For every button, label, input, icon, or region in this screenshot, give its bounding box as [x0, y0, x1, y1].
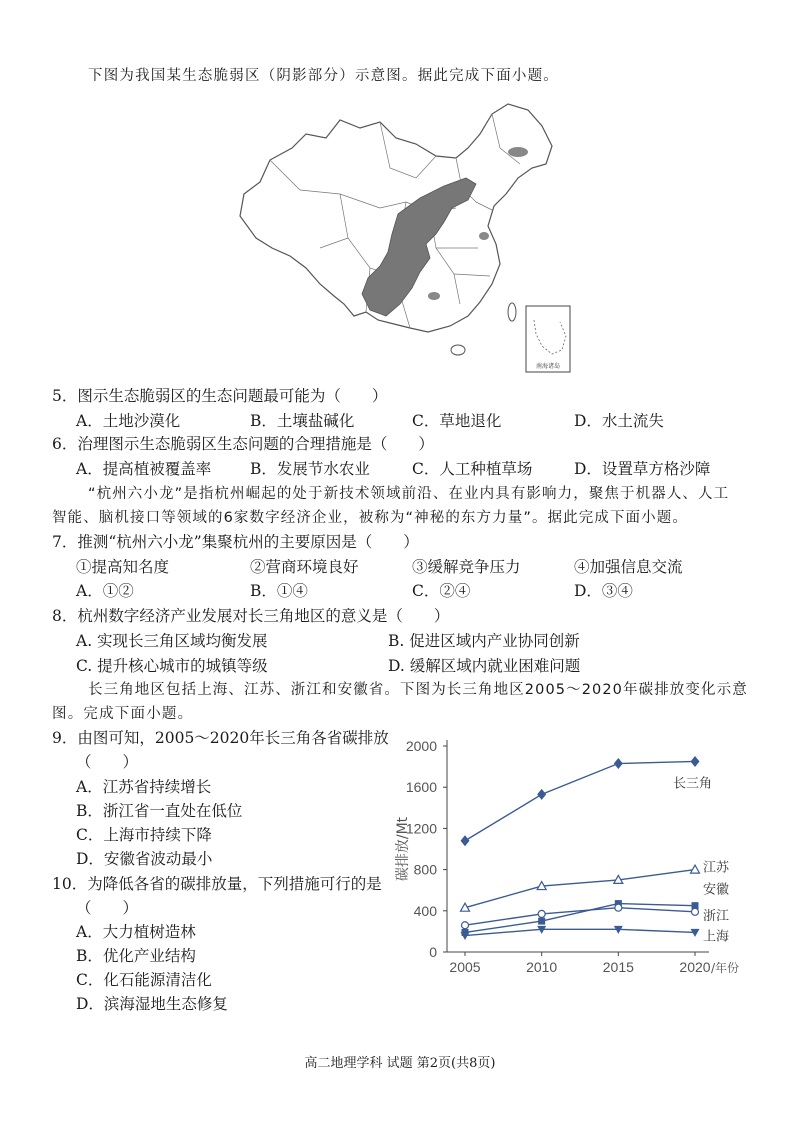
q7-option-d: D．③④ [574, 582, 633, 600]
data-point [691, 756, 700, 767]
china-map-svg [230, 98, 575, 376]
q7-option-b: B．①④ [250, 582, 308, 600]
fragile-zone-patch [479, 232, 489, 240]
carbon-emission-chart-svg [395, 730, 785, 980]
data-point [614, 758, 623, 769]
q6-option-a: A．提高植被覆盖率 [76, 460, 212, 478]
q7-option-a: A．①② [76, 582, 134, 600]
q9-stem-line-2: （ ） [76, 753, 139, 771]
intro-paragraph-3-line-2: 图。完成下面小题。 [52, 706, 194, 722]
q8-option-b: B. 促进区域内产业协同创新 [388, 632, 580, 650]
series-line [465, 904, 695, 933]
q6-option-d: D．设置草方格沙障 [574, 460, 711, 478]
x-tick-label: 2010 [526, 959, 558, 975]
carbon-emission-chart [395, 730, 785, 980]
y-tick-label: 1200 [405, 820, 437, 837]
q10-stem-line-2: （ ） [76, 899, 139, 917]
y-axis-label: 碳排放/Mt [395, 816, 411, 882]
series-label: 长三角 [673, 776, 713, 792]
y-tick-label: 1600 [405, 779, 437, 796]
q10-stem-line-1: 10．为降低各省的碳排放量，下列措施可行的是 [52, 875, 382, 893]
q6-stem: 6．治理图示生态脆弱区生态问题的合理措施是（ ） [52, 435, 434, 453]
q10-option-d: D．滨海湿地生态修复 [76, 995, 228, 1013]
data-point [615, 904, 622, 911]
q5-option-a: A．土地沙漠化 [76, 412, 181, 430]
q7-stem: 7．推测“杭州六小龙”集聚杭州的主要原因是（ ） [52, 533, 419, 551]
y-tick-label: 2000 [405, 738, 437, 754]
data-point [538, 910, 545, 917]
series-label: 浙江 [703, 908, 730, 924]
q9-option-b: B．浙江省一直处在低位 [76, 802, 243, 820]
intro-paragraph-2-line-1: “杭州六小龙”是指杭州崛起的处于新技术领域前沿、在业内具有影响力，聚焦于机器人、人工 [88, 486, 730, 502]
q10-option-c: C．化石能源清洁化 [76, 971, 212, 989]
data-point [537, 789, 546, 800]
q7-item-3: ③缓解竞争压力 [412, 558, 521, 576]
q5-option-d: D．水土流失 [574, 412, 664, 430]
data-point [692, 908, 699, 915]
q8-option-d: D. 缓解区域内就业困难问题 [388, 657, 581, 675]
q9-stem-line-1: 9．由图可知，2005～2020年长三角各省碳排放 [52, 729, 389, 747]
page-footer: 高二地理学科 试题 第2页(共8页) [304, 1056, 496, 1071]
q5-option-b: B．土壤盐碱化 [250, 412, 355, 430]
data-point [461, 932, 470, 940]
china-map-figure [230, 98, 575, 376]
x-axis-label: /年份 [711, 961, 740, 975]
y-tick-label: 800 [413, 861, 437, 878]
series-line [465, 908, 695, 926]
x-tick-label: 2005 [449, 959, 481, 975]
series-line [465, 761, 695, 840]
y-tick-label: 0 [429, 944, 437, 960]
hainan-island [451, 345, 465, 355]
q9-option-d: D．安徽省波动最小 [76, 850, 213, 868]
data-point [462, 922, 469, 929]
q8-stem: 8．杭州数字经济产业发展对长三角地区的意义是（ ） [52, 607, 450, 625]
x-tick-label: 2020 [679, 959, 711, 975]
q6-option-c: C．人工种植草场 [412, 460, 533, 478]
q7-item-2: ②营商环境良好 [250, 558, 359, 576]
series-label: 安徽 [703, 882, 730, 898]
data-point [461, 835, 470, 846]
q7-item-1: ①提高知名度 [76, 558, 170, 576]
data-point [691, 865, 700, 873]
inset-label: 南海诸岛 [535, 363, 561, 370]
data-point [538, 918, 545, 925]
q7-option-c: C．②④ [412, 582, 471, 600]
q8-option-a: A. 实现长三角区域均衡发展 [76, 632, 268, 650]
q9-option-c: C．上海市持续下降 [76, 826, 212, 844]
intro-paragraph-2-line-2: 智能、脑机接口等领域的6家数字经济企业，被称为“神秘的东方力量”。据此完成下面小题。 [52, 510, 688, 526]
q6-option-b: B．发展节水农业 [250, 460, 370, 478]
intro-paragraph-1: 下图为我国某生态脆弱区（阴影部分）示意图。据此完成下面小题。 [88, 68, 559, 84]
q5-option-c: C．草地退化 [412, 412, 502, 430]
x-tick-label: 2015 [602, 959, 634, 975]
taiwan-island [508, 303, 516, 321]
q9-option-a: A．江苏省持续增长 [76, 778, 212, 796]
intro-paragraph-3-line-1: 长三角地区包括上海、江苏、浙江和安徽省。下图为长三角地区2005～2020年碳排放变化示意 [88, 682, 748, 698]
y-tick-label: 400 [413, 902, 437, 919]
series-label: 江苏 [703, 860, 730, 876]
q10-option-a: A．大力植树造林 [76, 923, 196, 941]
q10-option-b: B．优化产业结构 [76, 947, 196, 965]
series-line [465, 870, 695, 908]
q8-option-c: C. 提升核心城市的城镇等级 [76, 657, 268, 675]
series-label: 上海 [703, 929, 730, 945]
q5-stem: 5．图示生态脆弱区的生态问题最可能为（ ） [52, 387, 388, 405]
fragile-zone-patch [428, 292, 440, 300]
series-line [465, 929, 695, 935]
fragile-zone-patch [508, 147, 528, 157]
q7-item-4: ④加强信息交流 [574, 558, 683, 576]
